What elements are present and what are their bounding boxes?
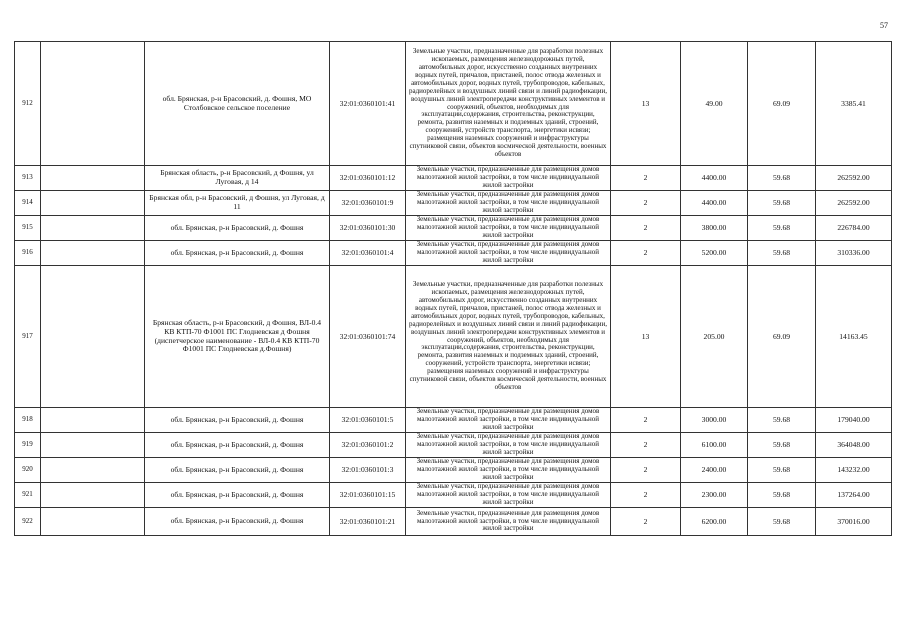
cadastral-value-cell: 364048.00: [816, 433, 892, 458]
area-cell: 4400.00: [681, 166, 748, 191]
table-row: [15, 433, 892, 458]
land-purpose-cell: Земельные участки, предназначенные для размещения домов малоэтажной жилой застройки, в том числе индивидуальной жилой застройки: [406, 433, 611, 458]
cadastral-number-cell: 32:01:0360101:3: [330, 458, 406, 483]
rate-cell: 59.68: [748, 216, 816, 241]
land-registry-table: [14, 41, 892, 536]
address-cell: обл. Брянская, р-н Брасовский, д. Фошня: [145, 458, 330, 483]
rate-cell: 59.68: [748, 433, 816, 458]
group-cell: 2: [611, 166, 681, 191]
rate-cell: 59.68: [748, 483, 816, 508]
group-cell: 2: [611, 191, 681, 216]
cadastral-value-cell: 179040.00: [816, 408, 892, 433]
group-cell: 2: [611, 483, 681, 508]
empty-cell: [41, 166, 145, 191]
address-cell: обл. Брянская, р-н Брасовский, д. Фошня: [145, 433, 330, 458]
cadastral-number-cell: 32:01:0360101:15: [330, 483, 406, 508]
table-row: [15, 508, 892, 536]
row-index-cell: 913: [15, 166, 41, 191]
row-index-cell: 916: [15, 241, 41, 266]
rate-cell: 59.68: [748, 458, 816, 483]
cadastral-number-cell: 32:01:0360101:2: [330, 433, 406, 458]
area-cell: 4400.00: [681, 191, 748, 216]
rate-cell: 59.68: [748, 508, 816, 536]
table-row: [15, 216, 892, 241]
table-row: [15, 408, 892, 433]
rate-cell: 59.68: [748, 408, 816, 433]
empty-cell: [41, 458, 145, 483]
cadastral-number-cell: 32:01:0360101:21: [330, 508, 406, 536]
row-index-cell: 912: [15, 42, 41, 166]
area-cell: 3000.00: [681, 408, 748, 433]
address-cell: обл. Брянская, р-н Брасовский, д. Фошня: [145, 241, 330, 266]
area-cell: 3800.00: [681, 216, 748, 241]
land-purpose-cell: Земельные участки, предназначенные для размещения домов малоэтажной жилой застройки, в том числе индивидуальной жилой застройки: [406, 191, 611, 216]
table-row: [15, 266, 892, 408]
area-cell: 49.00: [681, 42, 748, 166]
row-index-cell: 918: [15, 408, 41, 433]
area-cell: 6100.00: [681, 433, 748, 458]
land-purpose-cell: Земельные участки, предназначенные для размещения домов малоэтажной жилой застройки, в том числе индивидуальной жилой застройки: [406, 166, 611, 191]
address-cell: Брянская область, р-н Брасовский, д Фошня, ул Луговая, д 14: [145, 166, 330, 191]
address-cell: обл. Брянская, р-н Брасовский, д. Фошня: [145, 408, 330, 433]
empty-cell: [41, 266, 145, 408]
empty-cell: [41, 42, 145, 166]
cadastral-value-cell: 370016.00: [816, 508, 892, 536]
group-cell: 2: [611, 458, 681, 483]
empty-cell: [41, 408, 145, 433]
group-cell: 13: [611, 266, 681, 408]
empty-cell: [41, 191, 145, 216]
group-cell: 2: [611, 216, 681, 241]
land-purpose-cell: Земельные участки, предназначенные для размещения домов малоэтажной жилой застройки, в том числе индивидуальной жилой застройки: [406, 408, 611, 433]
row-index-cell: 921: [15, 483, 41, 508]
group-cell: 2: [611, 433, 681, 458]
empty-cell: [41, 508, 145, 536]
group-cell: 2: [611, 408, 681, 433]
cadastral-value-cell: 226784.00: [816, 216, 892, 241]
cadastral-number-cell: 32:01:0360101:9: [330, 191, 406, 216]
empty-cell: [41, 483, 145, 508]
land-purpose-cell: Земельные участки, предназначенные для размещения домов малоэтажной жилой застройки, в том числе индивидуальной жилой застройки: [406, 241, 611, 266]
empty-cell: [41, 433, 145, 458]
address-cell: Брянская обл, р-н Брасовский, д Фошня, ул Луговая, д 11: [145, 191, 330, 216]
area-cell: 5200.00: [681, 241, 748, 266]
address-cell: Брянская область, р-н Брасовский, д Фошня, ВЛ-0.4 КВ КТП-70 Ф1001 ПС Глодневская д Фошня (диспетчерское наименование - ВЛ-0.4 КВ КТП-70 Ф1001 ПС Глодневская д.Фошня): [145, 266, 330, 408]
table-row: [15, 42, 892, 166]
group-cell: 13: [611, 42, 681, 166]
cadastral-value-cell: 310336.00: [816, 241, 892, 266]
area-cell: 2400.00: [681, 458, 748, 483]
rate-cell: 59.68: [748, 166, 816, 191]
row-index-cell: 914: [15, 191, 41, 216]
rate-cell: 59.68: [748, 191, 816, 216]
table-row: [15, 458, 892, 483]
area-cell: 205.00: [681, 266, 748, 408]
address-cell: обл. Брянская, р-н Брасовский, д. Фошня: [145, 216, 330, 241]
group-cell: 2: [611, 241, 681, 266]
land-purpose-cell: Земельные участки, предназначенные для разработки полезных ископаемых, размещения железнодорожных путей, автомобильных дорог, искусственно созданных внутренних водных путей, причалов, пристаней, полос отвода железных и автомобильных дорог, водных путей, трубопроводов, кабельных, радиорелейных и воздушных линий связи и линий радиофикации, воздушных линий электропередачи конструктивных элементов и сооружений, объектов, необходимых для эксплуатации,содержания, строительства, реконструкции, ремонта, развития наземных и подземных зданий, строений, сооружений, устройств транспорта, энергетики исвязи; размещения наземных сооружений и инфраструктуры спутниковой связи, объектов космической деятельности, военных объектов: [406, 42, 611, 166]
land-purpose-cell: Земельные участки, предназначенные для размещения домов малоэтажной жилой застройки, в том числе индивидуальной жилой застройки: [406, 216, 611, 241]
page-number: 57: [880, 21, 888, 30]
cadastral-value-cell: 262592.00: [816, 191, 892, 216]
area-cell: 2300.00: [681, 483, 748, 508]
cadastral-number-cell: 32:01:0360101:41: [330, 42, 406, 166]
land-purpose-cell: Земельные участки, предназначенные для размещения домов малоэтажной жилой застройки, в том числе индивидуальной жилой застройки: [406, 508, 611, 536]
address-cell: обл. Брянская, р-н Брасовский, д. Фошня: [145, 508, 330, 536]
row-index-cell: 915: [15, 216, 41, 241]
cadastral-value-cell: 14163.45: [816, 266, 892, 408]
cadastral-value-cell: 143232.00: [816, 458, 892, 483]
row-index-cell: 919: [15, 433, 41, 458]
rate-cell: 69.09: [748, 266, 816, 408]
cadastral-number-cell: 32:01:0360101:4: [330, 241, 406, 266]
cadastral-value-cell: 137264.00: [816, 483, 892, 508]
land-purpose-cell: Земельные участки, предназначенные для разработки полезных ископаемых, размещения железнодорожных путей, автомобильных дорог, искусственно созданных внутренних водных путей, причалов, пристаней, полос отвода железных и автомобильных дорог, водных путей, трубопроводов, кабельных, радиорелейных и воздушных линий связи и линий радиофикации, воздушных линий электропередачи конструктивных элементов и сооружений, объектов, необходимых для эксплуатации,содержания, строительства, реконструкции, ремонта, развития наземных и подземных зданий, строений, сооружений, устройств транспорта, энергетики исвязи; размещения наземных сооружений и инфраструктуры спутниковой связи, объектов космической деятельности, военных объектов: [406, 266, 611, 408]
rate-cell: 59.68: [748, 241, 816, 266]
group-cell: 2: [611, 508, 681, 536]
table-body: [15, 42, 892, 536]
row-index-cell: 917: [15, 266, 41, 408]
table-row: [15, 166, 892, 191]
land-purpose-cell: Земельные участки, предназначенные для размещения домов малоэтажной жилой застройки, в том числе индивидуальной жилой застройки: [406, 458, 611, 483]
empty-cell: [41, 241, 145, 266]
cadastral-number-cell: 32:01:0360101:30: [330, 216, 406, 241]
empty-cell: [41, 216, 145, 241]
row-index-cell: 920: [15, 458, 41, 483]
cadastral-value-cell: 3385.41: [816, 42, 892, 166]
table-row: [15, 483, 892, 508]
table-row: [15, 191, 892, 216]
address-cell: обл. Брянская, р-н Брасовский, д. Фошня: [145, 483, 330, 508]
rate-cell: 69.09: [748, 42, 816, 166]
table-row: [15, 241, 892, 266]
row-index-cell: 922: [15, 508, 41, 536]
cadastral-value-cell: 262592.00: [816, 166, 892, 191]
land-purpose-cell: Земельные участки, предназначенные для размещения домов малоэтажной жилой застройки, в том числе индивидуальной жилой застройки: [406, 483, 611, 508]
area-cell: 6200.00: [681, 508, 748, 536]
address-cell: обл. Брянская, р-н Брасовский, д. Фошня, МО Столбовское сельское поселение: [145, 42, 330, 166]
cadastral-number-cell: 32:01:0360101:5: [330, 408, 406, 433]
cadastral-number-cell: 32:01:0360101:74: [330, 266, 406, 408]
cadastral-number-cell: 32:01:0360101:12: [330, 166, 406, 191]
